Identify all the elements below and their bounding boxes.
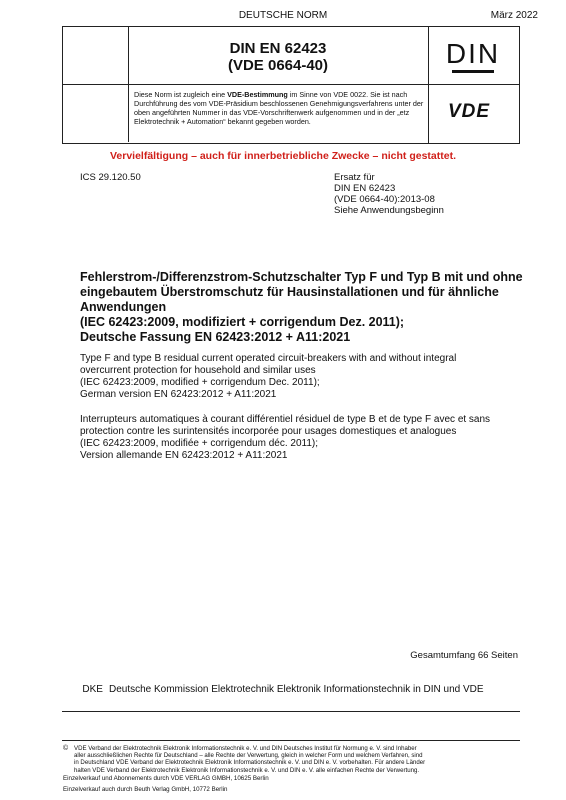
committee-abbreviation: DKE: [82, 684, 103, 695]
vde-note-emphasis: VDE-Bestimmung: [227, 90, 288, 99]
title-french-line: Interrupteurs automatiques à courant différentiel résiduel de type B et de type F avec et sans: [80, 414, 491, 425]
title-english-line: overcurrent protection for household and similar uses: [80, 365, 316, 376]
copyright-symbol: ©: [63, 745, 69, 752]
title-german-line: Anwendungen: [80, 300, 167, 314]
copyright-line: aller ausschließlichen Rechte für Deutschland – alle Rechte der Verwertung, gleich in welcher Form und welchem Verfahren, sind: [74, 752, 423, 760]
copyright-line: halten VDE Verband der Elektrotechnik Elektronik Informationstechnik e. V. und DIN e. V. alle einfachen Rechte der Verwertung.: [74, 766, 420, 774]
title-english: [80, 353, 540, 401]
title-german-line: Deutsche Fassung EN 62423:2012 + A11:2021: [80, 330, 351, 344]
total-pages: Gesamtumfang 66 Seiten: [410, 650, 518, 661]
application-start-note: Siehe Anwendungsbeginn: [334, 205, 444, 216]
publication-date: März 2022: [490, 10, 538, 21]
copyright-line: VDE Verband der Elektrotechnik Elektronik Informationstechnik e. V. und DIN Deutsches Institut für Normung e. V. sind Inhaber: [74, 745, 417, 752]
vde-determination-note: [134, 90, 424, 126]
committee-name: Deutsche Kommission Elektrotechnik Elektronik Informationstechnik in DIN und VDE: [108, 684, 484, 695]
vde-logo: VDE: [448, 101, 491, 122]
din-logo-bar: [452, 70, 494, 73]
title-french-line: Version allemande EN 62423:2012 + A11:2021: [80, 450, 288, 461]
standard-number-block: [129, 40, 427, 74]
title-english-line: (IEC 62423:2009, modified + corrigendum Dec. 2011);: [80, 377, 320, 388]
title-german-line: (IEC 62423:2009, modifiziert + corrigendum Dez. 2011);: [80, 315, 405, 329]
title-english-line: Type F and type B residual current operated circuit-breakers with and without integral: [80, 353, 457, 364]
vde-classification: (VDE 0664-40): [227, 57, 329, 74]
copyright-line: in Deutschland VDE Verband der Elektrotechnik Elektronik Informationstechnik e. V. und DIN e. V. vorbehalten. Für andere Länder: [74, 759, 426, 767]
title-german: [80, 270, 540, 345]
ics-code: ICS 29.120.50: [80, 172, 141, 183]
replacement-info: [334, 172, 444, 216]
header-divider: [62, 84, 520, 85]
footer-divider-lower: [62, 740, 520, 741]
replacement-label: Ersatz für: [334, 172, 375, 183]
din-logo: DIN: [445, 38, 501, 69]
standard-number: DIN EN 62423: [229, 40, 327, 57]
committee-line: [0, 684, 566, 695]
reproduction-notice: Vervielfältigung – auch für innerbetriebliche Zwecke – nicht gestattet.: [109, 150, 456, 162]
footer-divider: [62, 711, 520, 712]
document-type-heading: DEUTSCHE NORM: [238, 10, 328, 21]
title-english-line: German version EN 62423:2012 + A11:2021: [80, 389, 277, 400]
copyright-notice: [74, 745, 514, 774]
replaced-standard-date: (VDE 0664-40):2013-08: [334, 194, 435, 205]
title-french: [80, 414, 540, 462]
title-french-line: (IEC 62423:2009, modifiée + corrigendum déc. 2011);: [80, 438, 319, 449]
sales-info-beuth: Einzelverkauf auch durch Beuth Verlag GmbH, 10772 Berlin: [63, 786, 228, 793]
vde-note-text-end: im Sinne von VDE 0022. Sie ist nach Durchführung des vom VDE-Präsidium beschlossenen Genehmigungsverfahrens unter der oben angeführten Nummer in das VDE-Vorschriftenwerk aufgenommen und in der „etz Elektrotechnik + Automation“ bekannt gegeben worden.: [134, 90, 424, 126]
sales-info-vde: Einzelverkauf und Abonnements durch VDE VERLAG GMBH, 10625 Berlin: [63, 775, 269, 782]
replaced-standard: DIN EN 62423: [334, 183, 396, 194]
header-logo-divider: [428, 26, 429, 144]
title-german-line: Fehlerstrom-/Differenzstrom-Schutzschalter Typ F und Typ B mit und ohne: [80, 270, 523, 284]
title-french-line: protection contre les surintensités incorporée pour usages domestiques et analogues: [80, 426, 457, 437]
vde-note-text-start: Diese Norm ist zugleich eine: [134, 90, 228, 99]
title-german-line: eingebautem Überstromschutz für Hausinstallationen und für ähnliche: [80, 285, 499, 299]
